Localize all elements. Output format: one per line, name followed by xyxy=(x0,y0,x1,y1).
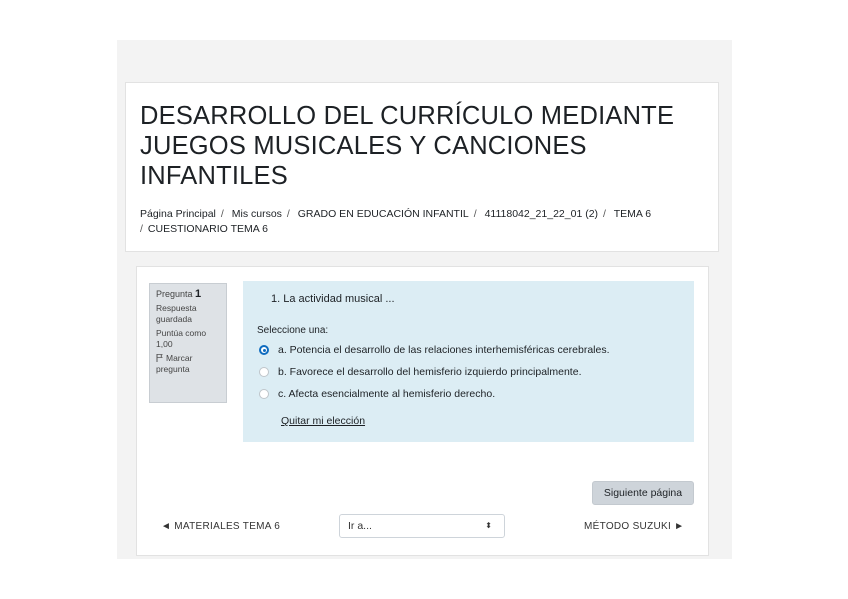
answer-prompt: Seleccione una: xyxy=(257,325,329,336)
answer-option-b[interactable]: b. Favorece el desarrollo del hemisferio izquierdo principalmente. xyxy=(259,366,582,378)
clear-choice-link[interactable]: Quitar mi elección xyxy=(281,415,366,427)
breadcrumb-quiz[interactable]: CUESTIONARIO TEMA 6 xyxy=(147,223,268,235)
answer-option-a[interactable]: a. Potencia el desarrollo de las relaciones interhemisféricas cerebrales. xyxy=(259,344,610,356)
page-title: DESARROLLO DEL CURRÍCULO MEDIANTE JUEGOS MUSICALES Y CANCIONES INFANTILES xyxy=(140,102,675,190)
breadcrumb-home[interactable]: Página Principal xyxy=(140,208,216,220)
previous-activity-link[interactable]: ◄ MATERIALES TEMA 6 xyxy=(161,521,281,532)
quiz-card xyxy=(136,266,709,556)
flag-icon xyxy=(156,354,163,362)
question-score: Puntúa como 1,00 xyxy=(156,328,207,349)
question-number: Pregunta 1 xyxy=(156,288,202,300)
question-info xyxy=(149,283,227,403)
next-page-button[interactable]: Siguiente página xyxy=(592,481,694,505)
answer-option-c[interactable]: c. Afecta esencialmente al hemisferio derecho. xyxy=(259,388,495,400)
radio-unselected[interactable] xyxy=(259,367,269,377)
breadcrumb-my-courses[interactable]: Mis cursos xyxy=(231,208,282,220)
breadcrumb-course-code[interactable]: 41118042_21_22_01 (2) xyxy=(484,208,599,220)
breadcrumb-topic[interactable]: TEMA 6 xyxy=(613,208,652,220)
question-text: 1. La actividad musical ... xyxy=(271,293,395,305)
flag-question[interactable] xyxy=(156,353,220,375)
question-content xyxy=(243,281,694,442)
radio-unselected[interactable] xyxy=(259,389,269,399)
breadcrumb-degree[interactable]: GRADO EN EDUCACIÓN INFANTIL xyxy=(297,208,469,220)
breadcrumb: Página Principal / Mis cursos / GRADO EN EDUCACIÓN INFANTIL / 41118042_21_22_01 (2) / TEMA 6 / CUESTIONARIO TEMA 6 xyxy=(140,208,652,235)
jump-to-select[interactable] xyxy=(339,514,505,538)
question-status: Respuesta guardada xyxy=(156,303,197,324)
next-activity-link[interactable]: MÉTODO SUZUKI ► xyxy=(584,521,685,532)
flag-question-label: Marcar pregunta xyxy=(156,353,193,374)
select-arrows-icon: ⬍ xyxy=(485,521,492,530)
radio-selected[interactable] xyxy=(259,345,269,355)
page-header xyxy=(125,82,719,252)
jump-to-value: Ir a... xyxy=(348,520,372,532)
